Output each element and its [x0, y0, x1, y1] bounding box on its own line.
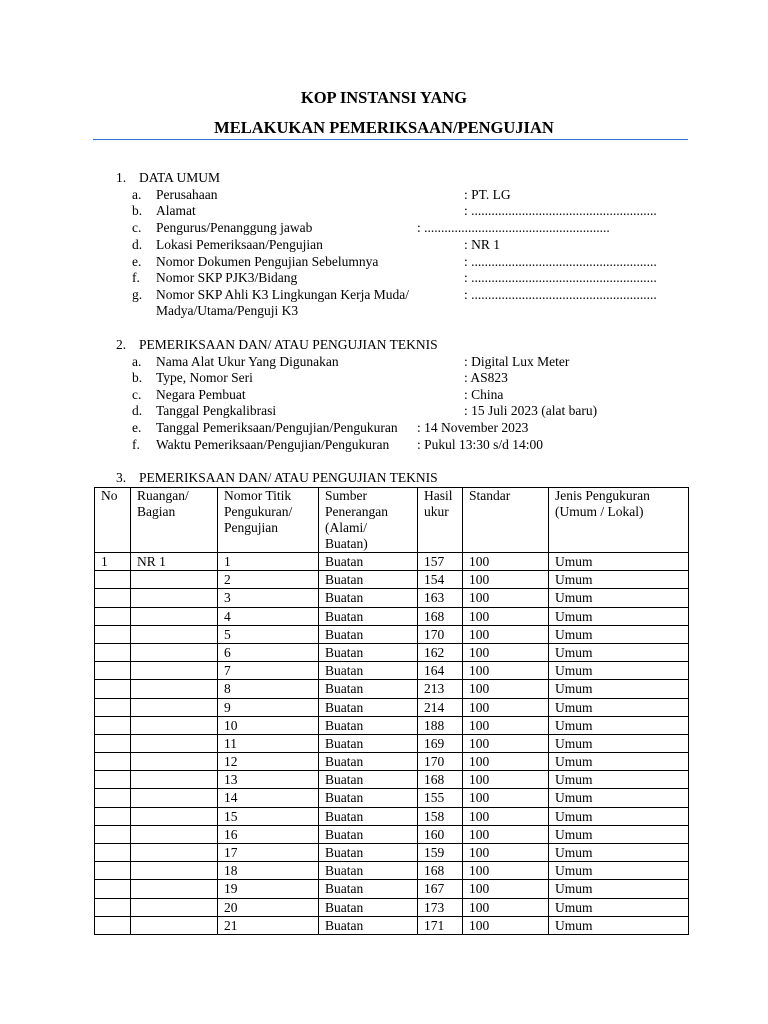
col-header-jenis: Jenis Pengukuran (Umum / Lokal) — [549, 488, 689, 553]
cell-hasil: 169 — [418, 734, 463, 752]
cell-titik: 5 — [218, 625, 319, 643]
s1-letter: e. — [132, 254, 142, 269]
s1-value: : PT. LG — [464, 187, 511, 202]
cell-jenis: Umum — [549, 662, 689, 680]
cell-standar: 100 — [463, 825, 549, 843]
section3-title: PEMERIKSAAN DAN/ ATAU PENGUJIAN TEKNIS — [139, 470, 438, 485]
cell-no — [95, 716, 131, 734]
cell-standar: 100 — [463, 716, 549, 734]
cell-sumber: Buatan — [319, 825, 418, 843]
s2-letter: e. — [132, 420, 142, 435]
cell-no: 1 — [95, 553, 131, 571]
cell-titik: 6 — [218, 643, 319, 661]
s2-label: Nama Alat Ukur Yang Digunakan — [156, 354, 339, 369]
cell-ruangan — [131, 753, 218, 771]
table-row — [95, 662, 689, 680]
table-row — [95, 716, 689, 734]
cell-titik: 12 — [218, 753, 319, 771]
table-row — [95, 553, 689, 571]
cell-jenis: Umum — [549, 753, 689, 771]
s1-value: : ....................................................... — [464, 254, 657, 269]
cell-no — [95, 880, 131, 898]
doc-title-line1: KOP INSTANSI YANG — [300, 88, 468, 107]
s2-value: : 14 November 2023 — [417, 420, 529, 435]
cell-ruangan — [131, 734, 218, 752]
cell-hasil: 162 — [418, 643, 463, 661]
s1-value: : ....................................................... — [464, 203, 657, 218]
s2-value: : Digital Lux Meter — [464, 354, 570, 369]
cell-jenis: Umum — [549, 862, 689, 880]
cell-sumber: Buatan — [319, 589, 418, 607]
cell-no — [95, 625, 131, 643]
s2-letter: a. — [132, 354, 142, 369]
cell-sumber: Buatan — [319, 862, 418, 880]
cell-titik: 11 — [218, 734, 319, 752]
table-row — [95, 898, 689, 916]
cell-standar: 100 — [463, 844, 549, 862]
cell-ruangan — [131, 716, 218, 734]
cell-ruangan — [131, 825, 218, 843]
cell-titik: 13 — [218, 771, 319, 789]
cell-hasil: 188 — [418, 716, 463, 734]
s1-value: : NR 1 — [464, 237, 501, 252]
s2-letter: f. — [132, 437, 140, 452]
cell-hasil: 158 — [418, 807, 463, 825]
cell-hasil: 157 — [418, 553, 463, 571]
cell-titik: 3 — [218, 589, 319, 607]
cell-jenis: Umum — [549, 734, 689, 752]
cell-jenis: Umum — [549, 571, 689, 589]
cell-titik: 2 — [218, 571, 319, 589]
section3-number: 3. — [116, 470, 127, 485]
cell-sumber: Buatan — [319, 880, 418, 898]
cell-standar: 100 — [463, 734, 549, 752]
cell-hasil: 213 — [418, 680, 463, 698]
s2-value: : 15 Juli 2023 (alat baru) — [464, 403, 598, 418]
s2-letter: b. — [132, 370, 143, 385]
cell-standar: 100 — [463, 607, 549, 625]
cell-standar: 100 — [463, 553, 549, 571]
table-row — [95, 825, 689, 843]
cell-standar: 100 — [463, 643, 549, 661]
cell-sumber: Buatan — [319, 789, 418, 807]
cell-hasil: 154 — [418, 571, 463, 589]
cell-no — [95, 607, 131, 625]
cell-no — [95, 844, 131, 862]
cell-no — [95, 734, 131, 752]
s2-label: Tanggal Pengkalibrasi — [156, 403, 277, 418]
cell-jenis: Umum — [549, 916, 689, 934]
cell-jenis: Umum — [549, 680, 689, 698]
cell-jenis: Umum — [549, 589, 689, 607]
measurement-table — [94, 487, 689, 935]
cell-hasil: 159 — [418, 844, 463, 862]
section1-number: 1. — [116, 170, 127, 185]
cell-jenis: Umum — [549, 716, 689, 734]
cell-ruangan — [131, 680, 218, 698]
cell-titik: 17 — [218, 844, 319, 862]
cell-standar: 100 — [463, 571, 549, 589]
cell-jenis: Umum — [549, 789, 689, 807]
s1-letter: f. — [132, 270, 140, 285]
cell-jenis: Umum — [549, 607, 689, 625]
table-row — [95, 789, 689, 807]
cell-sumber: Buatan — [319, 553, 418, 571]
s2-label: Negara Pembuat — [156, 387, 246, 402]
s1-label: Lokasi Pemeriksaan/Pengujian — [156, 237, 323, 252]
cell-no — [95, 698, 131, 716]
cell-sumber: Buatan — [319, 916, 418, 934]
section1-title: DATA UMUM — [139, 170, 221, 185]
cell-no — [95, 916, 131, 934]
cell-sumber: Buatan — [319, 643, 418, 661]
table-row — [95, 607, 689, 625]
s2-letter: c. — [132, 387, 142, 402]
s2-letter: d. — [132, 403, 143, 418]
table-row — [95, 844, 689, 862]
table-row — [95, 571, 689, 589]
col-header-titik: Nomor Titik Pengukuran/ Pengujian — [218, 488, 319, 553]
doc-title-line2: MELAKUKAN PEMERIKSAAN/PENGUJIAN — [214, 118, 554, 137]
cell-ruangan — [131, 771, 218, 789]
s2-label: Waktu Pemeriksaan/Pengujian/Pengukuran — [156, 437, 390, 452]
cell-no — [95, 807, 131, 825]
cell-jenis: Umum — [549, 698, 689, 716]
s2-value: : China — [464, 387, 504, 402]
cell-no — [95, 771, 131, 789]
cell-hasil: 173 — [418, 898, 463, 916]
table-row — [95, 753, 689, 771]
cell-no — [95, 662, 131, 680]
table-row — [95, 807, 689, 825]
cell-titik: 4 — [218, 607, 319, 625]
cell-standar: 100 — [463, 625, 549, 643]
cell-standar: 100 — [463, 698, 549, 716]
cell-no — [95, 789, 131, 807]
cell-sumber: Buatan — [319, 771, 418, 789]
cell-ruangan — [131, 844, 218, 862]
cell-standar: 100 — [463, 898, 549, 916]
cell-jenis: Umum — [549, 553, 689, 571]
cell-sumber: Buatan — [319, 734, 418, 752]
table-row — [95, 698, 689, 716]
cell-hasil: 155 — [418, 789, 463, 807]
cell-standar: 100 — [463, 916, 549, 934]
cell-ruangan: NR 1 — [131, 553, 218, 571]
cell-no — [95, 862, 131, 880]
s1-letter: b. — [132, 203, 143, 218]
cell-sumber: Buatan — [319, 571, 418, 589]
cell-sumber: Buatan — [319, 844, 418, 862]
cell-titik: 21 — [218, 916, 319, 934]
cell-standar: 100 — [463, 662, 549, 680]
cell-standar: 100 — [463, 789, 549, 807]
s1-letter: g. — [132, 287, 143, 302]
cell-no — [95, 643, 131, 661]
s1-letter: d. — [132, 237, 143, 252]
s1-value: : ....................................................... — [464, 287, 657, 302]
cell-hasil: 167 — [418, 880, 463, 898]
cell-jenis: Umum — [549, 771, 689, 789]
table-row — [95, 734, 689, 752]
cell-hasil: 163 — [418, 589, 463, 607]
cell-ruangan — [131, 625, 218, 643]
col-header-hasil: Hasil ukur — [418, 488, 463, 553]
cell-no — [95, 753, 131, 771]
s1-letter: c. — [132, 220, 142, 235]
cell-titik: 1 — [218, 553, 319, 571]
s1-label: Nomor SKP PJK3/Bidang — [156, 270, 298, 285]
s2-label: Type, Nomor Seri — [156, 370, 253, 385]
cell-hasil: 171 — [418, 916, 463, 934]
cell-standar: 100 — [463, 771, 549, 789]
col-header-ruangan: Ruangan/ Bagian — [131, 488, 218, 553]
cell-jenis: Umum — [549, 643, 689, 661]
cell-jenis: Umum — [549, 898, 689, 916]
cell-ruangan — [131, 643, 218, 661]
cell-hasil: 170 — [418, 625, 463, 643]
s1-label: Nomor Dokumen Pengujian Sebelumnya — [156, 254, 379, 269]
cell-sumber: Buatan — [319, 716, 418, 734]
cell-ruangan — [131, 807, 218, 825]
cell-standar: 100 — [463, 680, 549, 698]
s1-letter: a. — [132, 187, 142, 202]
cell-titik: 16 — [218, 825, 319, 843]
s2-value: : Pukul 13:30 s/d 14:00 — [417, 437, 544, 452]
cell-standar: 100 — [463, 807, 549, 825]
s1-label-cont: Madya/Utama/Penguji K3 — [156, 303, 299, 318]
cell-sumber: Buatan — [319, 753, 418, 771]
cell-standar: 100 — [463, 862, 549, 880]
col-header-standar: Standar — [463, 488, 549, 553]
cell-ruangan — [131, 916, 218, 934]
cell-no — [95, 680, 131, 698]
title-underline — [93, 139, 688, 140]
cell-jenis: Umum — [549, 844, 689, 862]
cell-hasil: 170 — [418, 753, 463, 771]
s1-label: Pengurus/Penanggung jawab — [156, 220, 313, 235]
table-row — [95, 643, 689, 661]
cell-no — [95, 898, 131, 916]
table-row — [95, 589, 689, 607]
cell-sumber: Buatan — [319, 807, 418, 825]
table-header-row — [95, 488, 689, 553]
table-row — [95, 625, 689, 643]
cell-standar: 100 — [463, 880, 549, 898]
cell-hasil: 160 — [418, 825, 463, 843]
cell-titik: 9 — [218, 698, 319, 716]
s1-value: : ....................................................... — [464, 270, 657, 285]
s1-label: Alamat — [156, 203, 196, 218]
cell-titik: 7 — [218, 662, 319, 680]
cell-jenis: Umum — [549, 625, 689, 643]
table-row — [95, 680, 689, 698]
cell-standar: 100 — [463, 589, 549, 607]
cell-standar: 100 — [463, 753, 549, 771]
cell-titik: 19 — [218, 880, 319, 898]
cell-hasil: 214 — [418, 698, 463, 716]
cell-titik: 14 — [218, 789, 319, 807]
col-header-sumber: Sumber Penerangan (Alami/ Buatan) — [319, 488, 418, 553]
cell-hasil: 168 — [418, 771, 463, 789]
cell-titik: 15 — [218, 807, 319, 825]
cell-titik: 8 — [218, 680, 319, 698]
cell-hasil: 168 — [418, 607, 463, 625]
cell-hasil: 164 — [418, 662, 463, 680]
cell-ruangan — [131, 698, 218, 716]
cell-titik: 20 — [218, 898, 319, 916]
cell-ruangan — [131, 589, 218, 607]
cell-titik: 18 — [218, 862, 319, 880]
cell-jenis: Umum — [549, 825, 689, 843]
cell-no — [95, 589, 131, 607]
cell-titik: 10 — [218, 716, 319, 734]
cell-ruangan — [131, 862, 218, 880]
cell-sumber: Buatan — [319, 698, 418, 716]
cell-jenis: Umum — [549, 807, 689, 825]
cell-ruangan — [131, 571, 218, 589]
cell-ruangan — [131, 789, 218, 807]
cell-sumber: Buatan — [319, 607, 418, 625]
s1-value: : ....................................................... — [417, 220, 610, 235]
s1-label: Nomor SKP Ahli K3 Lingkungan Kerja Muda/ — [156, 287, 409, 302]
cell-sumber: Buatan — [319, 662, 418, 680]
cell-no — [95, 571, 131, 589]
cell-sumber: Buatan — [319, 680, 418, 698]
section2-number: 2. — [116, 337, 127, 352]
table-row — [95, 880, 689, 898]
cell-ruangan — [131, 880, 218, 898]
table-row — [95, 771, 689, 789]
s1-label: Perusahaan — [156, 187, 218, 202]
table-row — [95, 916, 689, 934]
s2-value: : AS823 — [464, 370, 508, 385]
section2-title: PEMERIKSAAN DAN/ ATAU PENGUJIAN TEKNIS — [139, 337, 438, 352]
cell-hasil: 168 — [418, 862, 463, 880]
cell-sumber: Buatan — [319, 898, 418, 916]
cell-ruangan — [131, 662, 218, 680]
s2-label: Tanggal Pemeriksaan/Pengujian/Pengukuran — [156, 420, 398, 435]
table-row — [95, 862, 689, 880]
col-header-no: No — [95, 488, 131, 553]
cell-ruangan — [131, 607, 218, 625]
cell-ruangan — [131, 898, 218, 916]
cell-jenis: Umum — [549, 880, 689, 898]
cell-sumber: Buatan — [319, 625, 418, 643]
cell-no — [95, 825, 131, 843]
